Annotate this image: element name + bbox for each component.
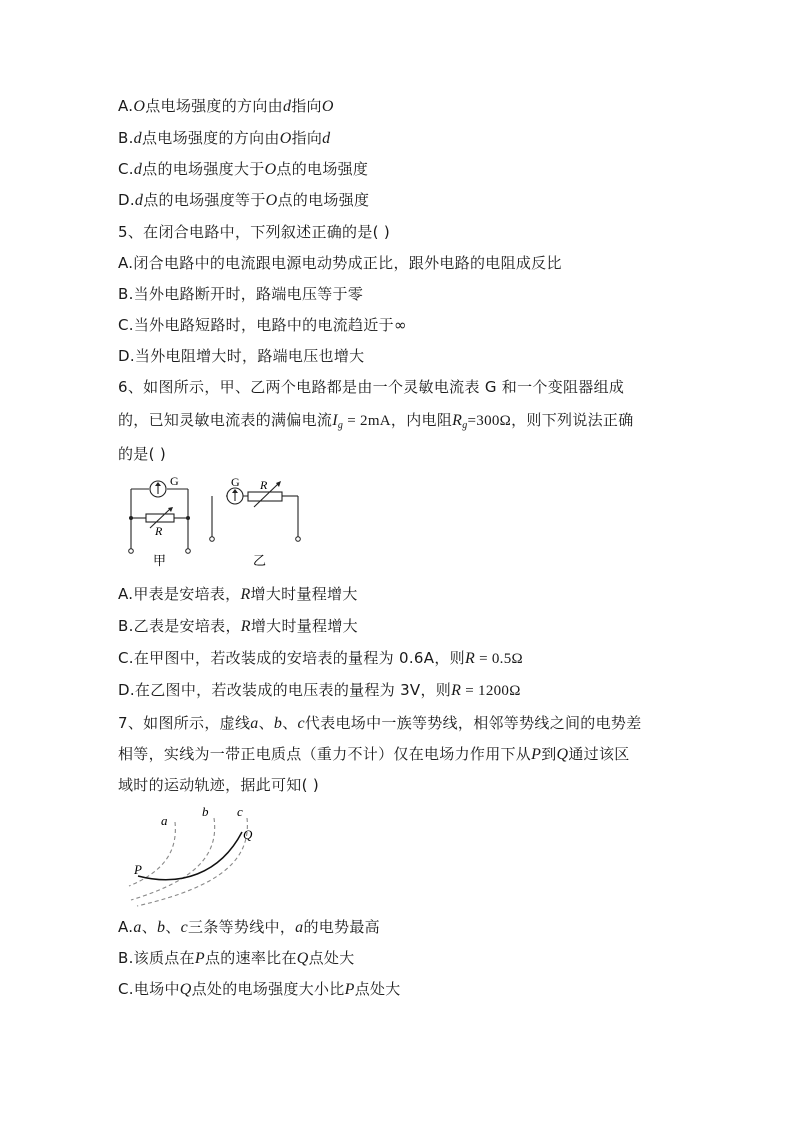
galvanometer-icon [150,481,243,504]
option-prefix: A. [118,918,134,936]
q7-equipotential-figure [125,802,265,907]
stem-text: 通过该区 [568,745,630,763]
q7-option-c [118,979,401,1000]
variable: Q [556,746,569,763]
figure-label-jia: 甲 [153,554,167,569]
option-prefix: B. [118,129,134,147]
resistor-label: R [155,524,163,538]
q5-stem: 5、在闭合电路中，下列叙述正确的是( ) [118,223,391,241]
stem-text: 代表电场中一族等势线，相邻等势线之间的电势差 [304,714,642,732]
q7-option-a [118,917,380,938]
galvanometer-label: G [170,474,179,488]
separator: 、 [141,918,157,936]
variable: R [464,650,476,667]
q6-circuit-figure [120,472,310,572]
q4-option-b [118,128,330,149]
variable: d [134,192,144,209]
q4-option-c [118,159,368,180]
option-text: 增大时量程增大 [250,617,358,635]
option-text: C.电场中 [118,980,180,998]
option-text: 点处大 [308,949,355,967]
option-text: 点的电场强度 [276,160,369,178]
variable: O [264,161,277,178]
variable: a [250,715,259,732]
option-prefix: D. [118,191,135,209]
option-text: 点的速率比在 [204,949,297,967]
option-text: 增大时量程增大 [250,585,358,603]
stem-text: 的，已知灵敏电流表的满偏电流 [118,411,333,429]
option-text: 点处大 [354,980,401,998]
variable: R [240,586,251,603]
variable: O [279,130,292,147]
equation: = 1200Ω [461,683,521,699]
q6-option-c [118,648,523,669]
variable: O [133,98,146,115]
option-text: 点电场强度的方向由 [141,129,280,147]
equation: = 0.5Ω [475,651,523,667]
galvanometer-label: G [231,475,240,489]
option-text: A.甲表是安培表， [118,585,241,603]
q7-stem-line1 [118,713,642,734]
variable: d [133,130,142,147]
variable: d [133,161,143,178]
resistor-label: R [260,478,268,492]
variable: P [194,950,205,967]
option-text: 点的电场强度 [277,191,370,209]
variable: c [297,715,305,732]
variable: d [322,130,331,147]
variable: Q [179,981,192,998]
option-text: 点电场强度的方向由 [145,97,283,115]
equipotential-lines [129,818,247,906]
q4-option-d [118,190,369,211]
q7-stem-line2 [118,744,630,765]
option-text: 指向 [291,97,322,115]
q6-stem-line2 [118,410,634,436]
q5-option-d: D.当外电阻增大时，路端电压也增大 [118,347,365,365]
q6-option-d [118,680,521,701]
variable: P [344,981,355,998]
q6-option-b [118,616,358,637]
option-text: 点的电场强度等于 [143,191,266,209]
figure-label-yi: 乙 [253,554,267,569]
q5-option-c: C.当外电路短路时，电路中的电流趋近于∞ [118,316,407,334]
variable: Q [296,950,309,967]
variable: d [282,98,292,115]
variable: c [180,919,189,936]
variable: R [240,618,251,635]
option-prefix: A. [118,97,134,115]
subscript: g [462,420,468,431]
stem-text: 相等，实线为一带正电质点（重力不计）仅在电场力作用下从 [118,745,532,763]
line-label-b: b [202,804,209,819]
point-label-q: Q [243,827,253,842]
option-text: 点处的电场强度大小比 [191,980,345,998]
variable: a [295,919,304,936]
point-label-p: P [134,862,142,877]
separator: 、 [165,918,181,936]
option-text: 指向 [291,129,323,147]
q7-option-b [118,948,355,969]
subscript: g [337,420,344,431]
option-text: 的电势最高 [303,918,380,936]
separator: 、 [258,714,274,732]
variable: O [265,192,278,209]
q6-stem-line1: 6、如图所示，甲、乙两个电路都是由一个灵敏电流表 G 和一个变阻器组成 [118,378,625,396]
option-text: D.在乙图中，若改装成的电压表的量程为 3V，则 [118,681,452,699]
option-text: B.乙表是安培表， [118,617,241,635]
stem-text: ，内电阻 [390,411,453,429]
q6-option-a [118,584,358,605]
variable: b [157,919,166,936]
line-label-a: a [161,813,168,828]
variable: R [451,682,462,699]
q5-option-b: B.当外电路断开时，路端电压等于零 [118,285,364,303]
line-label-c: c [237,804,243,819]
option-text: 三条等势线中， [188,918,296,936]
variable: O [321,98,334,115]
option-text: 点的电场强度大于 [142,160,265,178]
equation: =300Ω [467,413,512,429]
separator: 、 [282,714,298,732]
q6-stem-line3: 的是( ) [118,445,166,463]
stem-text: 7、如图所示，虚线 [118,714,251,732]
variable: R [452,412,463,429]
q7-stem-line3: 域时的运动轨迹，据此可知( ) [118,776,319,794]
option-text: B.该质点在 [118,949,195,967]
variable: b [273,715,283,732]
variable: a [133,919,142,936]
stem-text: ，则下列说法正确 [511,411,634,429]
variable: P [531,746,542,763]
q4-option-a [118,96,334,117]
option-prefix: C. [118,160,134,178]
q5-option-a: A.闭合电路中的电流跟电源电动势成正比，跟外电路的电阻成反比 [118,254,562,272]
option-text: C.在甲图中，若改装成的安培表的量程为 0.6A，则 [118,649,465,667]
terminal-dots [129,537,301,554]
variable: I [332,412,338,429]
stem-text: 到 [541,745,557,763]
equation: = 2mA [343,413,391,429]
